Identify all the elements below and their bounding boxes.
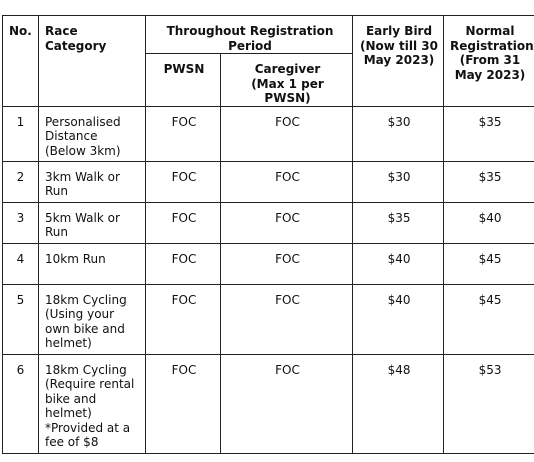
normal-registration-fee: $35 — [444, 161, 534, 202]
header-race-category: Race Category — [39, 16, 146, 107]
header-caregiver: Caregiver (Max 1 per PWSN) — [221, 54, 353, 107]
early-bird-fee: $40 — [353, 243, 444, 284]
race-category-cell — [39, 243, 146, 284]
race-category-line: 5km Walk or — [45, 210, 120, 225]
header-no: No. — [3, 16, 39, 107]
table-row — [3, 284, 534, 354]
race-fee-table — [2, 15, 534, 454]
early-bird-fee: $40 — [353, 284, 444, 354]
race-category-cell — [39, 354, 146, 453]
race-category-line: Distance — [45, 129, 98, 143]
race-category-line: 18km Cycling — [45, 362, 127, 377]
row-number: 3 — [3, 202, 39, 243]
race-category-cell — [39, 161, 146, 202]
table-row — [3, 354, 534, 453]
table-row — [3, 106, 534, 161]
early-bird-fee: $35 — [353, 202, 444, 243]
race-category-line: (Below 3km) — [45, 143, 121, 158]
pwsn-fee: FOC — [146, 284, 221, 354]
race-category-line: 10km Run — [45, 251, 106, 266]
normal-registration-fee: $45 — [444, 284, 534, 354]
row-number: 2 — [3, 161, 39, 202]
table-row — [3, 202, 534, 243]
race-category-line: bike and — [45, 391, 97, 406]
caregiver-fee: FOC — [221, 284, 353, 354]
race-category-line: helmet) — [45, 336, 92, 350]
pwsn-fee: FOC — [146, 354, 221, 453]
early-bird-fee: $30 — [353, 161, 444, 202]
race-category-line: Run — [45, 184, 69, 198]
caregiver-fee: FOC — [221, 202, 353, 243]
pwsn-fee: FOC — [146, 106, 221, 161]
pwsn-fee: FOC — [146, 202, 221, 243]
pwsn-fee: FOC — [146, 161, 221, 202]
pwsn-fee: FOC — [146, 243, 221, 284]
header-throughout-registration: Throughout Registration Period — [146, 16, 353, 54]
race-category-line: (Require rental — [45, 377, 135, 391]
row-number: 5 — [3, 284, 39, 354]
race-category-cell — [39, 106, 146, 161]
table-row — [3, 161, 534, 202]
table-body — [3, 106, 534, 453]
normal-registration-fee: $40 — [444, 202, 534, 243]
normal-registration-fee: $53 — [444, 354, 534, 453]
caregiver-fee: FOC — [221, 243, 353, 284]
race-category-cell — [39, 284, 146, 354]
caregiver-fee: FOC — [221, 354, 353, 453]
caregiver-fee: FOC — [221, 161, 353, 202]
header-normal-registration: Normal Registration (From 31 May 2023) — [444, 16, 534, 107]
early-bird-fee: $30 — [353, 106, 444, 161]
race-category-line: (Using your — [45, 307, 115, 321]
race-category-cell — [39, 202, 146, 243]
row-number: 1 — [3, 106, 39, 161]
race-category-line: own bike and — [45, 321, 125, 336]
race-category-line: 18km Cycling — [45, 292, 127, 307]
header-row — [3, 16, 534, 54]
race-category-line: Run — [45, 225, 69, 239]
row-number: 6 — [3, 354, 39, 453]
row-number: 4 — [3, 243, 39, 284]
race-category-line: 3km Walk or — [45, 169, 120, 184]
race-category-line: *Provided at a — [45, 420, 131, 435]
early-bird-fee: $48 — [353, 354, 444, 453]
normal-registration-fee: $45 — [444, 243, 534, 284]
normal-registration-fee: $35 — [444, 106, 534, 161]
header-early-bird: Early Bird (Now till 30 May 2023) — [353, 16, 444, 107]
race-category-line: fee of $8 — [45, 435, 99, 449]
race-category-line: helmet) — [45, 406, 92, 420]
race-category-line: Personalised — [45, 114, 121, 129]
caregiver-fee: FOC — [221, 106, 353, 161]
header-pwsn: PWSN — [146, 54, 221, 107]
table-row — [3, 243, 534, 284]
